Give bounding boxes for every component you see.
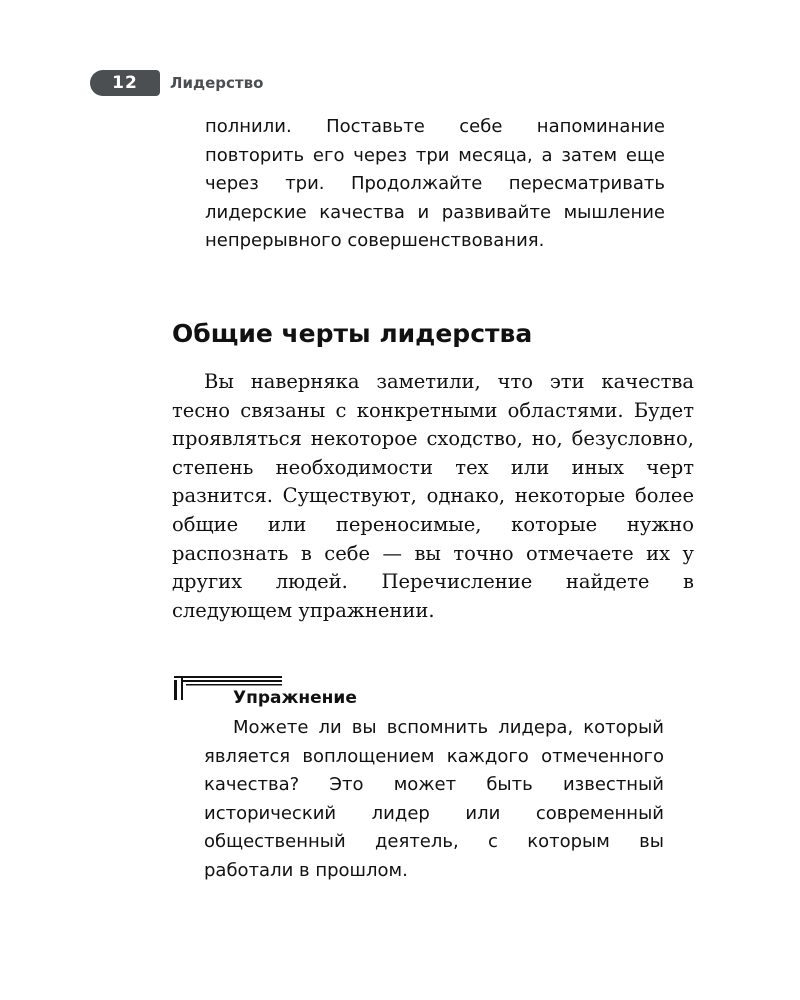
running-header [90, 70, 263, 96]
section-paragraph: Вы наверняка заметили, что эти качества тесно связаны с конкретными областями. Будет проявляться некоторое сходство, но, безусловно, степень необходимости тех или иных черт разнится. Существуют, однако, некоторые более общие или переносимые, которые нужно распознать в себе — вы точно отмечаете их у других людей. Перечисление найдете в следующем упражнении. [172, 370, 694, 622]
exercise-title: Упражнение [233, 688, 357, 708]
continuation-paragraph: полнили. Поставьте себе напоминание повторить его через три месяца, а затем еще через три. Продолжайте пересматривать лидерские качества и развивайте мышление непрерывного совершенствования. [205, 116, 665, 251]
exercise-text: Можете ли вы вспомнить лидера, который является воплощением каждого отмеченного качества? Это может быть известный исторический лидер или современный общественный деятель, с которым вы работали в прошлом. [204, 717, 664, 881]
section-heading: Общие черты лидерства [172, 319, 533, 348]
page-number: 12 [90, 70, 160, 96]
running-title: Лидерство [170, 74, 264, 92]
